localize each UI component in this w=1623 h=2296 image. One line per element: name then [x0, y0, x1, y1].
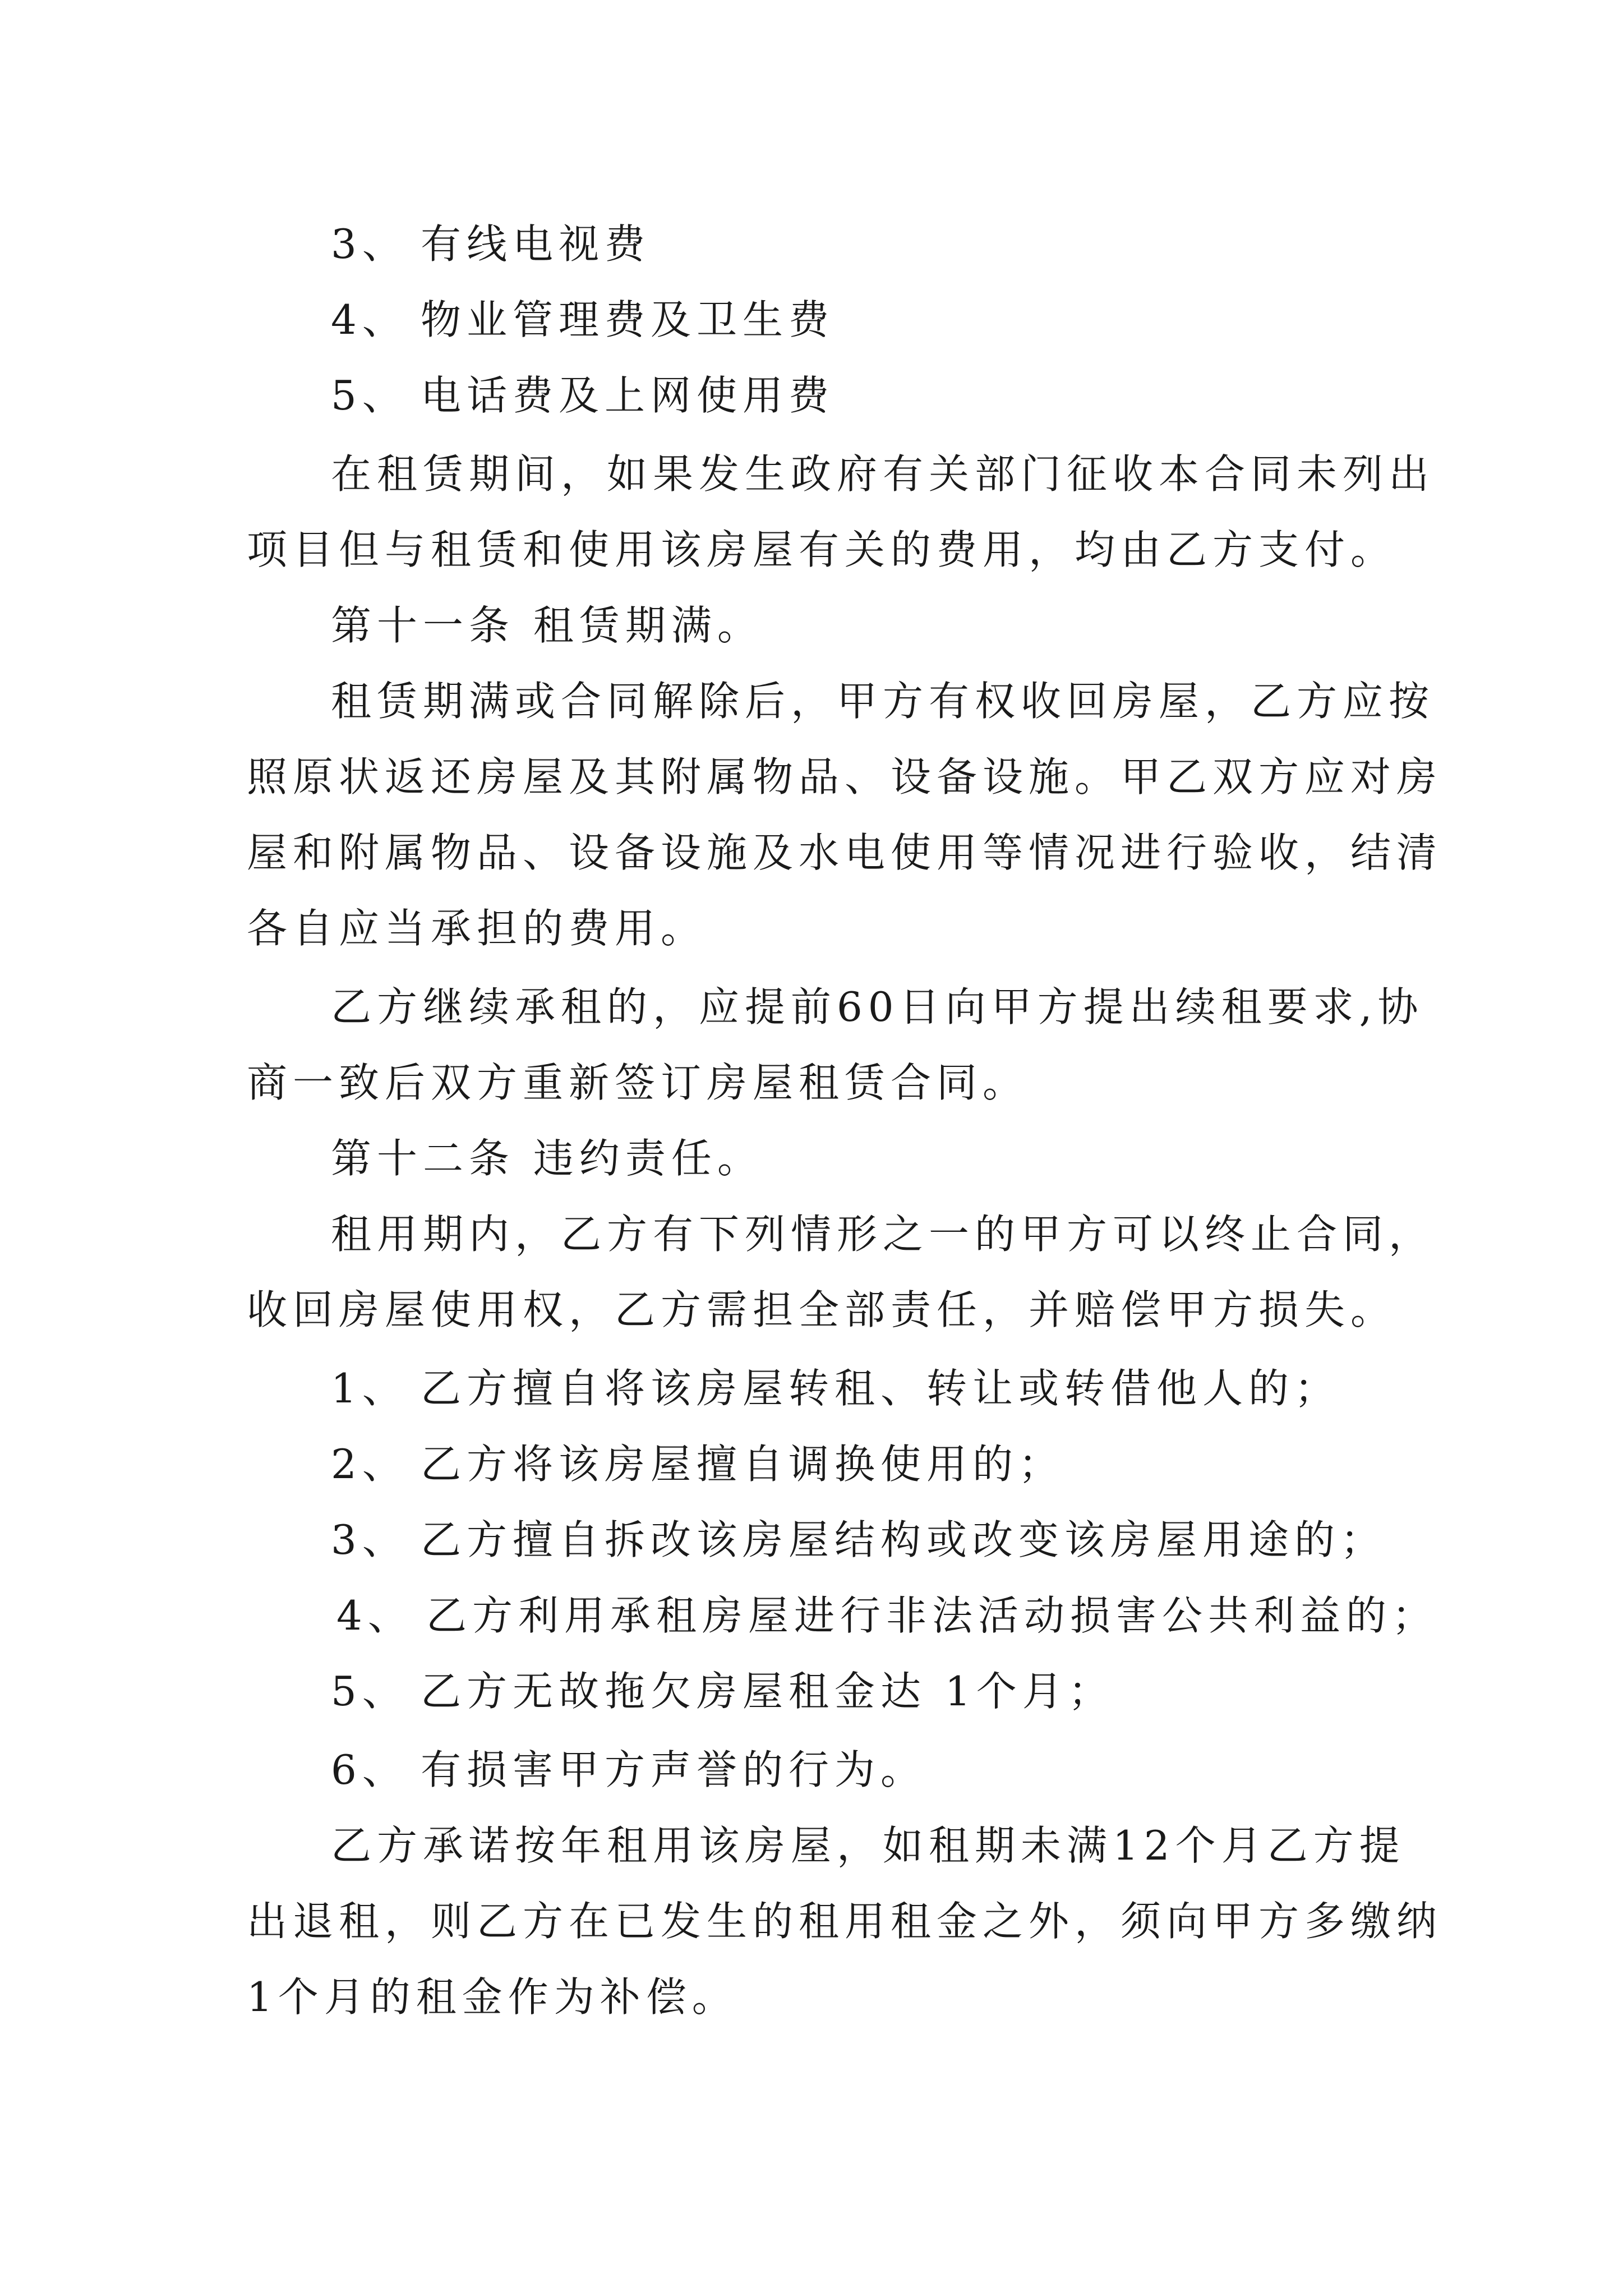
list-item	[331, 1436, 1064, 1492]
paragraph-line: 照原状返还房屋及其附属物品、设备设施。甲乙双方应对房	[247, 753, 1443, 800]
list-text: 乙方无故拖欠房屋租金达 1个月；	[421, 1668, 1114, 1715]
list-text: 电话费及上网使用费	[421, 372, 835, 419]
paragraph-line: 在租赁期间，如果发生政府有关部门征收本合同未列出	[331, 450, 1435, 498]
list-number: 4、	[336, 1592, 414, 1639]
list-number: 2、	[331, 1441, 408, 1488]
paragraph-line: 1个月的租金作为补偿。	[247, 1973, 738, 2021]
list-text: 有线电视费	[421, 220, 651, 268]
paragraph-line: 商一致后双方重新签订房屋租赁合同。	[247, 1059, 1029, 1106]
list-item	[331, 1663, 1114, 1719]
paragraph-line: 出退租，则乙方在已发生的租用租金之外，须向甲方多缴纳	[247, 1898, 1443, 1945]
list-number: 5、	[331, 1668, 408, 1715]
list-text: 物业管理费及卫生费	[421, 296, 835, 343]
list-number: 6、	[331, 1746, 408, 1793]
paragraph-line: 项目但与租赁和使用该房屋有关的费用，均由乙方支付。	[247, 526, 1397, 573]
paragraph-line: 租赁期满或合同解除后，甲方有权收回房屋，乙方应按	[331, 678, 1435, 725]
paragraph-line: 各自应当承担的费用。	[247, 905, 707, 952]
list-item	[331, 367, 834, 424]
list-item	[331, 1360, 1340, 1416]
list-item	[331, 1512, 1386, 1568]
list-text: 乙方利用承租房屋进行非法活动损害公共利益的；	[426, 1592, 1438, 1639]
paragraph-line: 乙方承诺按年租用该房屋，如租期未满12个月乙方提	[331, 1822, 1405, 1869]
list-item	[331, 216, 651, 272]
paragraph-line: 屋和附属物品、设备设施及水电使用等情况进行验收，结清	[247, 829, 1443, 876]
paragraph-line: 收回房屋使用权，乙方需担全部责任，并赔偿甲方损失。	[247, 1286, 1397, 1333]
list-item	[331, 292, 834, 348]
list-number: 5、	[331, 372, 408, 419]
section-heading: 第十二条 违约责任。	[331, 1135, 763, 1182]
list-text: 乙方擅自拆改该房屋结构或改变该房屋用途的；	[421, 1516, 1387, 1563]
list-number: 3、	[331, 1516, 408, 1563]
paragraph-line: 租用期内，乙方有下列情形之一的甲方可以终止合同，	[331, 1211, 1435, 1258]
list-item	[336, 1588, 1438, 1644]
list-item	[331, 1742, 926, 1798]
list-text: 有损害甲方声誉的行为。	[421, 1746, 927, 1793]
list-text: 乙方擅自将该房屋转租、转让或转借他人的；	[421, 1365, 1341, 1412]
section-heading: 第十一条 租赁期满。	[331, 602, 763, 649]
list-number: 4、	[331, 296, 408, 343]
list-text: 乙方将该房屋擅自调换使用的；	[421, 1441, 1065, 1488]
list-number: 3、	[331, 220, 408, 268]
paragraph-line: 乙方继续承租的，应提前60日向甲方提出续租要求,协	[331, 983, 1424, 1030]
list-number: 1、	[331, 1365, 408, 1412]
